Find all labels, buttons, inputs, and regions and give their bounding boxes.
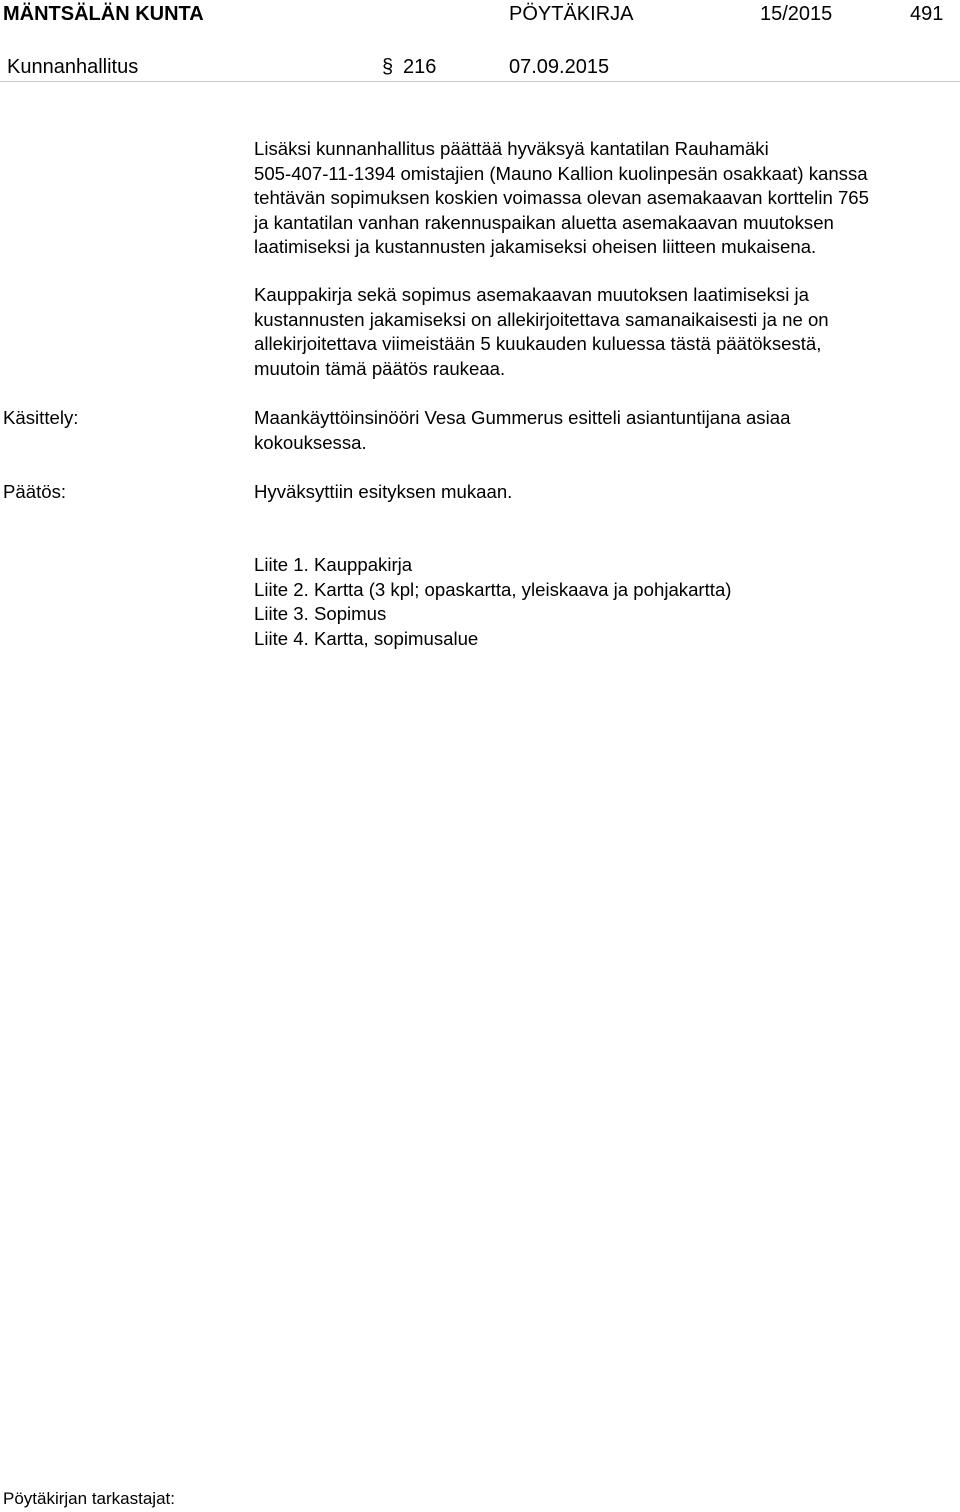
page-number: 491 bbox=[910, 3, 944, 25]
header-divider bbox=[0, 81, 960, 82]
list-item: Liite 2. Kartta (3 kpl; opaskartta, yleiskaava ja pohjakartta) bbox=[254, 578, 732, 600]
meeting-body: Kunnanhallitus bbox=[7, 56, 139, 78]
document-type: PÖYTÄKIRJA bbox=[509, 3, 634, 25]
footer-reviewers-label: Pöytäkirjan tarkastajat: bbox=[3, 1489, 175, 1508]
text-line: 505-407-11-1394 omistajien (Mauno Kallion kuolinpesän osakkaat) kanssa bbox=[254, 162, 868, 184]
text-line: Maankäyttöinsinööri Vesa Gummerus esitteli asiantuntijana asiaa bbox=[254, 407, 791, 428]
text-line: muutoin tämä päätös raukeaa. bbox=[254, 357, 506, 379]
paatos-text: Hyväksyttiin esityksen mukaan. bbox=[254, 481, 513, 502]
kasittely-text bbox=[254, 406, 960, 455]
text-line: Kauppakirja sekä sopimus asemakaavan muutoksen laatimiseksi ja bbox=[254, 284, 809, 305]
text-line: kokouksessa. bbox=[254, 431, 367, 453]
paragraph-decision-addendum bbox=[254, 137, 960, 260]
kasittely-label: Käsittely: bbox=[3, 407, 79, 428]
text-line: Lisäksi kunnanhallitus päättää hyväksyä kantatilan Rauhamäki bbox=[254, 138, 769, 159]
text-line: ja kantatilan vanhan rakennuspaikan aluetta asemakaavan muutoksen bbox=[254, 211, 834, 233]
text-line: kustannusten jakamiseksi on allekirjoitettava samanaikaisesti ja ne on bbox=[254, 308, 829, 330]
section-number: 216 bbox=[403, 56, 437, 78]
attachment-list bbox=[254, 553, 960, 651]
text-line: allekirjoitettava viimeistään 5 kuukauden kuluessa tästä päätöksestä, bbox=[254, 333, 822, 354]
text-line: laatimiseksi ja kustannusten jakamiseksi oheisen liitteen mukaisena. bbox=[254, 236, 817, 257]
meeting-date: 07.09.2015 bbox=[509, 56, 610, 78]
document-number: 15/2015 bbox=[760, 3, 833, 25]
organization-name: MÄNTSÄLÄN KUNTA bbox=[3, 3, 204, 25]
paragraph-signing-terms bbox=[254, 283, 960, 381]
section-symbol: § bbox=[382, 56, 394, 78]
text-line: tehtävän sopimuksen koskien voimassa olevan asemakaavan korttelin 765 bbox=[254, 187, 869, 208]
list-item: Liite 4. Kartta, sopimusalue bbox=[254, 627, 479, 649]
paatos-label: Päätös: bbox=[3, 481, 67, 502]
list-item: Liite 3. Sopimus bbox=[254, 603, 387, 624]
list-item: Liite 1. Kauppakirja bbox=[254, 554, 413, 575]
